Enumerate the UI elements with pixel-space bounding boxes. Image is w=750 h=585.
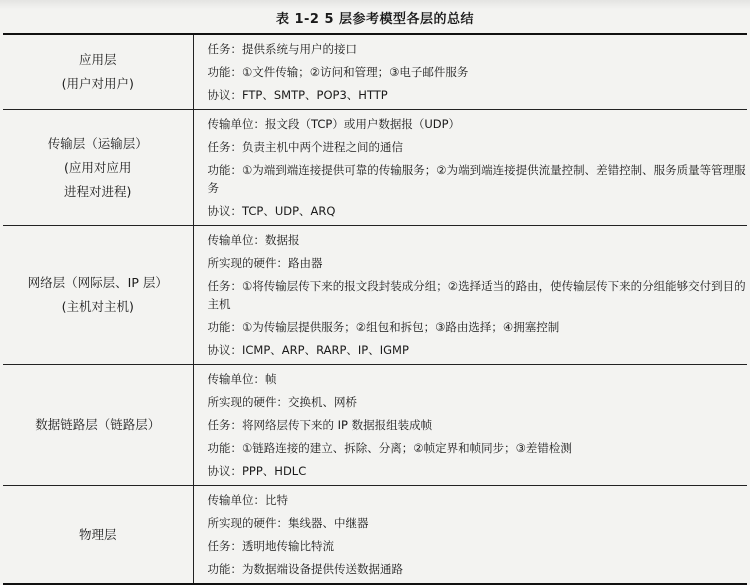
table-caption: 表 1-2 5 层参考模型各层的总结 [275, 12, 475, 27]
layer-name-line: 数据链路层（链路层） [35, 417, 161, 432]
layer-detail-item: 传输单位：数据报 [207, 232, 300, 247]
layer-detail-item: 功能：①文件传输；②访问和管理；③电子邮件服务 [207, 64, 469, 79]
layer-detail-item: 任务：提供系统与用户的接口 [207, 41, 357, 56]
layer-detail-item: 协议：FTP、SMTP、POP3、HTTP [207, 87, 388, 102]
layer-name-line: 传输层（运输层） [47, 135, 148, 151]
layer-row [3, 365, 747, 486]
layer-detail-item: 功能：①为传输层提供服务；②组包和拆包；③路由选择；④拥塞控制 [207, 319, 560, 334]
layer-detail-item: 功能：①链路连接的建立、拆除、分离；②帧定界和帧同步；③差错检测 [207, 440, 572, 455]
layer-detail-item: 任务：负责主机中两个进程之间的通信 [207, 139, 403, 154]
layer-name-line: 进程对进程) [64, 183, 132, 199]
layer-detail-item: 传输单位：帧 [207, 371, 277, 386]
layer-detail-cell [193, 365, 747, 486]
layer-name-line: 网络层（网际层、IP 层） [27, 275, 168, 290]
layer-detail-item: 所实现的硬件：集线器、中继器 [207, 515, 369, 530]
layer-row [3, 486, 747, 585]
layer-detail-item: 任务：①将传输层传下来的报文段封装成分组；②选择适当的路由，使传输层传下来的分组能够交付到目的主机 [207, 278, 746, 311]
layer-detail-item: 协议：TCP、UDP、ARQ [207, 203, 336, 218]
layer-detail-item: 所实现的硬件：路由器 [207, 255, 323, 270]
layer-detail-item: 协议：ICMP、ARP、RARP、IP、IGMP [207, 342, 409, 357]
layer-row [3, 226, 747, 365]
layer-name-cell [3, 365, 193, 486]
layer-detail-cell [193, 486, 747, 585]
layer-detail-item: 功能：①为端到端连接提供可靠的传输服务；②为端到端连接提供流量控制、差错控制、服务质量等管理服务 [207, 162, 746, 195]
layer-row [3, 110, 747, 226]
layer-name-line: (主机对主机) [61, 299, 134, 314]
layer-name-cell [3, 34, 193, 110]
layer-name-cell [3, 226, 193, 365]
layer-summary-table [3, 33, 747, 585]
layer-detail-item: 传输单位：比特 [207, 492, 288, 507]
layer-detail-item: 协议：PPP、HDLC [207, 463, 307, 478]
layer-detail-item: 任务：透明地传输比特流 [207, 538, 334, 553]
layer-name-cell [3, 110, 193, 226]
layer-detail-item: 传输单位：报文段（TCP）或用户数据报（UDP） [207, 116, 461, 131]
layer-detail-item: 功能：为数据端设备提供传送数据通路 [207, 561, 403, 576]
layer-detail-cell [193, 34, 747, 110]
layer-name-line: 应用层 [78, 52, 117, 67]
layer-detail-cell [193, 226, 747, 365]
layer-name-line: (应用对应用 [64, 159, 132, 175]
layer-detail-item: 任务：将网络层传下来的 IP 数据报组装成帧 [207, 417, 433, 432]
layer-detail-item: 所实现的硬件：交换机、网桥 [207, 394, 357, 409]
layer-detail-cell [193, 110, 747, 226]
layer-name-cell [3, 486, 193, 585]
layer-name-line: (用户对用户) [61, 76, 134, 91]
layer-row [3, 34, 747, 110]
layer-name-line: 物理层 [78, 526, 117, 542]
